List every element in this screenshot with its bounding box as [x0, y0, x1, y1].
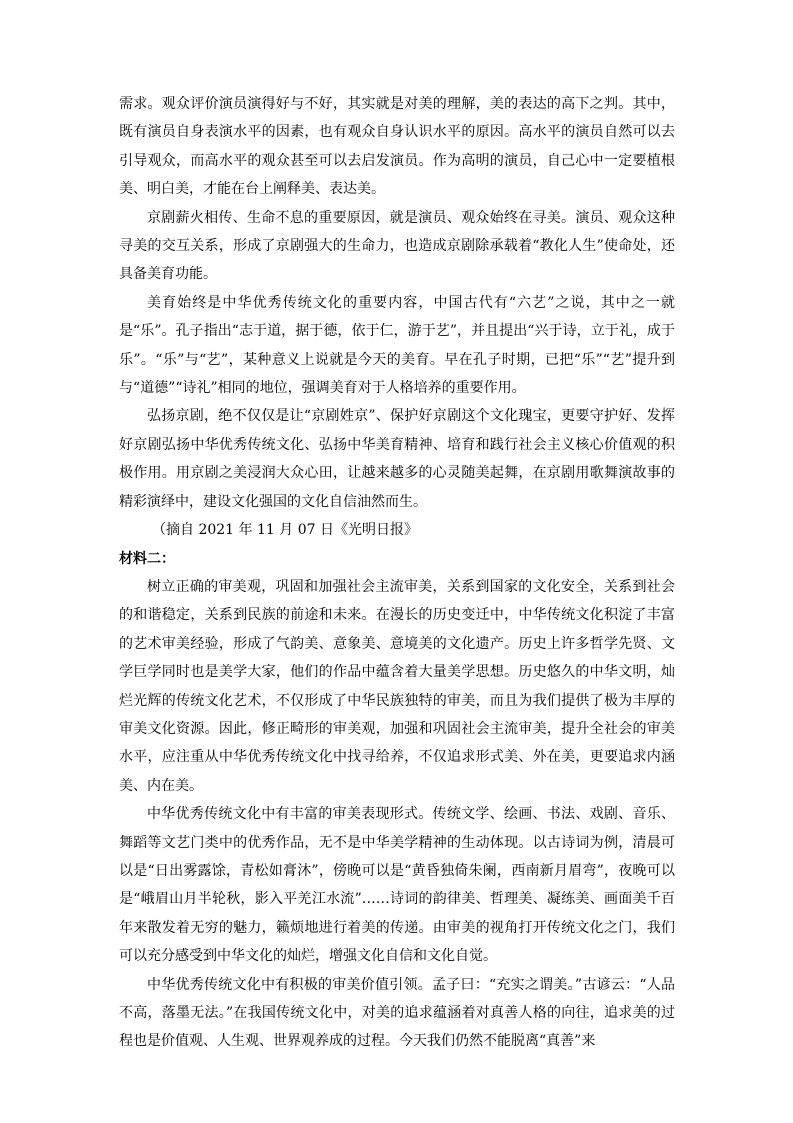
section-heading: 材料二： [119, 550, 175, 567]
paragraph-7: 中华优秀传统文化中有积极的审美价值引领。孟子曰：“充实之谓美。”古谚云：“人品不高，落墨无法。”在我国传统文化中，对美的追求蕴涵着对真善人格的向往，追求美的过程也是价值观、人生观、世界观养成的过程。今天我们仍然不能脱离“真善”来 [119, 976, 675, 1050]
paragraph-2: 京剧薪火相传、生命不息的重要原因，就是演员、观众始终在寻美。演员、观众这种寻美的交互关系，形成了京剧强大的生命力，也造成京剧除承载着“教化人生”使命处，还具备美育功能。 [119, 209, 675, 283]
paragraph-3: 美育始终是中华优秀传统文化的重要内容，中国古代有“六艺”之说，其中之一就是“乐”。孔子指出“志于道，据于德，依于仁，游于艺”，并且提出“兴于诗，立于礼，成于乐”。“乐”与“艺”，某种意义上说就是今天的美育。早在孔子时期，已把“乐”“艺”提升到与“道德”“诗礼”相同的地位，强调美育对于人格培养的重要作用。 [119, 294, 675, 397]
paragraph-5: 树立正确的审美观，巩固和加强社会主流审美，关系到国家的文化安全，关系到社会的和谐稳定，关系到民族的前途和未来。在漫长的历史变迁中，中华传统文化积淀了丰富的艺术审美经验，形成了气韵美、意象美、意境美的文化遗产。历史上许多哲学先贤、文学巨学同时也是美学大家，他们的作品中蕴含着大量美学思想。历史悠久的中华文明，灿烂光辉的传统文化艺术，不仅形成了中华民族独特的审美，而且为我们提供了极为丰厚的审美文化资源。因此，修正畸形的审美观，加强和巩固社会主流审美，提升全社会的审美水平，应注重从中华优秀传统文化中找寻给养，不仅追求形式美、外在美，更要追求内涵美、内在美。 [119, 578, 675, 794]
paragraph-6: 中华优秀传统文化中有丰富的审美表现形式。传统文学、绘画、书法、戏剧、音乐、舞蹈等文艺门类中的优秀作品，无不是中华美学精神的生动体现。以古诗词为例，清晨可以是“日出雾露馀，青松如膏沐”，傍晚可以是“黄昏独倚朱阑，西南新月眉弯”，夜晚可以是“峨眉山月半轮秋，影入平羌江水流”……诗词的韵律美、哲理美、凝练美、画面美千百年来散发着无穷的魅力，籁烦地进行着美的传递。由审美的视角打开传统文化之门，我们可以充分感受到中华文化的灿烂，增强文化自信和文化自觉。 [119, 806, 675, 965]
paragraph-4: 弘扬京剧，绝不仅仅是让“京剧姓京”、保护好京剧这个文化瑰宝，更要守护好、发挥好京剧弘扬中华优秀传统文化、弘扬中华美育精神、培育和践行社会主义核心价值观的积极作用。用京剧之美浸润大众心田，让越来越多的心灵随美起舞，在京剧用歌舞演故事的精彩演绎中，建设文化强国的文化自信油然而生。 [119, 408, 675, 510]
document-page [119, 90, 675, 1056]
source-citation: （摘自 2021 年 11 月 07 日《光明日报》 [152, 522, 418, 539]
paragraph-1: 需求。观众评价演员演得好与不好，其实就是对美的理解，美的表达的高下之判。其中，既有演员自身表演水平的因素，也有观众自身认识水平的原因。高水平的演员自然可以去引导观众，而高水平的观众甚至可以去启发演员。作为高明的演员，自己心中一定要植根美、明白美，才能在台上阐释美、表达美。 [119, 96, 675, 198]
